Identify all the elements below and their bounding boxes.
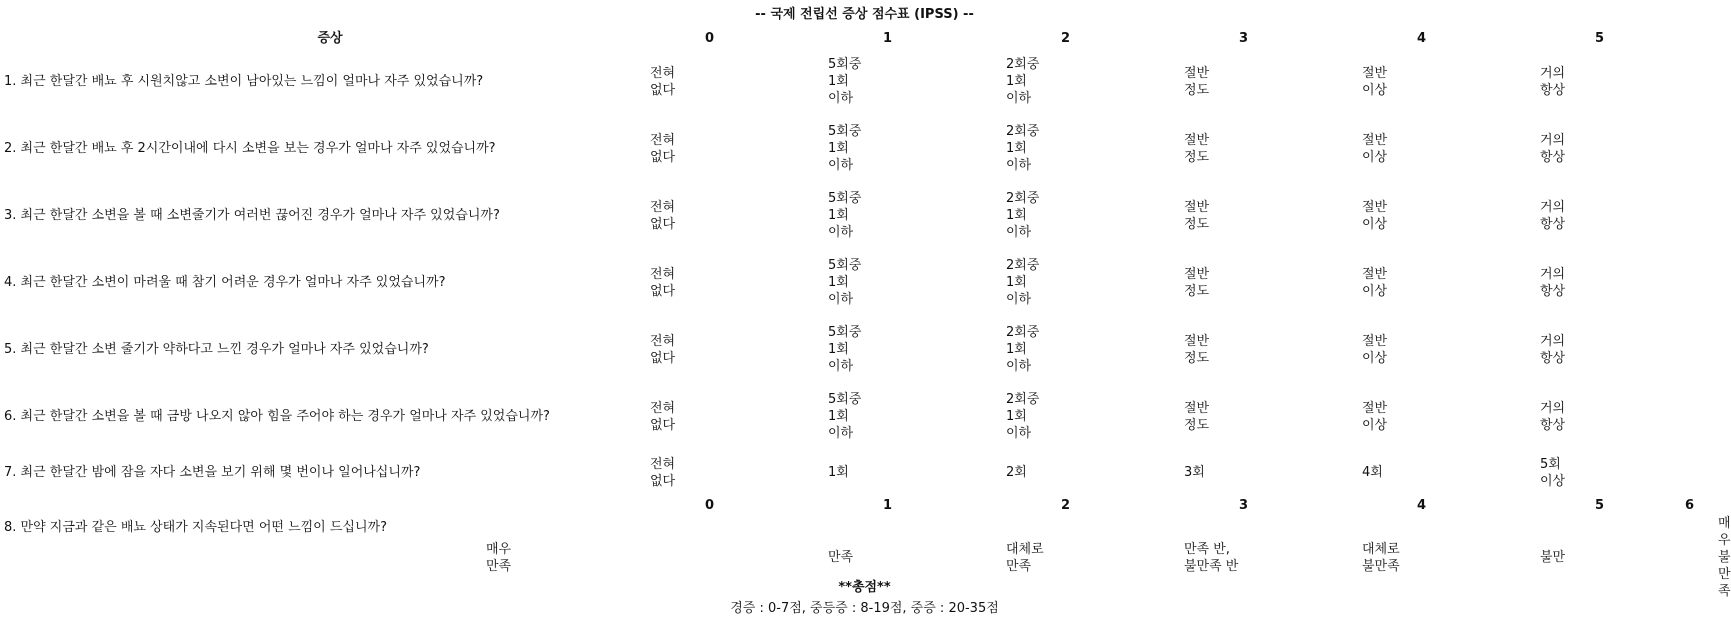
answer-option-1 [714, 115, 892, 182]
qol-score-header-5: 5 [1594, 498, 1604, 513]
answer-option-5 [1426, 249, 1604, 316]
answer-option-0 [536, 115, 714, 182]
answer-option-3 [1070, 383, 1248, 450]
qol-option-line: 만족 [1006, 558, 1032, 574]
answer-option-line: 절반 [1184, 199, 1210, 215]
answer-option-line: 항상 [1540, 283, 1566, 299]
answer-option-line: 거의 [1540, 266, 1566, 282]
qol-score-header-2: 2 [1060, 498, 1070, 513]
answer-option-line: 이하 [828, 225, 854, 240]
qol-option-line: 매우 [486, 541, 512, 557]
answer-option-line: 1회 [1006, 275, 1027, 290]
answer-option-line: 이상 [1362, 283, 1388, 299]
answer-option-line: 이상 [1362, 149, 1388, 165]
answer-option-2 [892, 48, 1070, 115]
answer-option-5 [1426, 450, 1604, 495]
answer-option-line: 이상 [1540, 473, 1566, 489]
answer-option-line: 5회중 [828, 57, 862, 72]
qol-option-line: 불만족 반 [1184, 558, 1239, 574]
answer-option-line: 없다 [650, 82, 676, 98]
answer-option-line: 정도 [1184, 82, 1210, 98]
qol-option-line: 만족 반, [1184, 541, 1230, 557]
answer-option-line: 없다 [650, 216, 676, 232]
symptom-header: 증상 [317, 31, 343, 46]
qol-option-line: 불만족 [1362, 558, 1400, 574]
answer-option-line: 항상 [1540, 350, 1566, 366]
answer-option-line: 1회 [828, 342, 849, 357]
answer-option-line: 1회 [1006, 141, 1027, 156]
answer-option-line: 5회중 [828, 392, 862, 407]
answer-option-1 [714, 182, 892, 249]
answer-option-3 [1070, 48, 1248, 115]
page-title: -- 국제 전립선 증상 점수표 (IPSS) -- [755, 7, 974, 22]
qol-option-6: 매우 불만족 [1718, 516, 1731, 599]
question-text: 8. 만약 지금과 같은 배뇨 상태가 지속된다면 어떤 느낌이 드십니까? [4, 520, 388, 535]
qol-score-header-1: 1 [882, 498, 892, 513]
answer-option-line: 절반 [1184, 333, 1210, 349]
answer-option-5 [1426, 383, 1604, 450]
answer-option-1 [714, 48, 892, 115]
question-text: 5. 최근 한달간 소변 줄기가 약하다고 느낀 경우가 얼마나 자주 있었습니까? [4, 342, 429, 357]
answer-option-3 [1070, 316, 1248, 383]
answer-option-line: 거의 [1540, 199, 1566, 215]
answer-option-line: 정도 [1184, 216, 1210, 232]
question-row [4, 115, 1694, 182]
answer-option-line: 절반 [1184, 400, 1210, 416]
question-row [4, 48, 1694, 115]
answer-option-line: 절반 [1362, 132, 1388, 148]
answer-option-0 [536, 316, 714, 383]
qol-score-header-4: 4 [1416, 498, 1426, 513]
score-header-4: 4 [1416, 31, 1426, 46]
question-text: 6. 최근 한달간 소변을 볼 때 금방 나오지 않아 힘을 주어야 하는 경우가 얼마나 자주 있었습니까? [4, 409, 550, 424]
answer-option-line: 거의 [1540, 333, 1566, 349]
question-row [4, 316, 1694, 383]
answer-option-1 [714, 249, 892, 316]
answer-option-line: 항상 [1540, 216, 1566, 232]
answer-option-line: 절반 [1362, 266, 1388, 282]
answer-option-line: 4회 [1362, 465, 1383, 480]
answer-option-line: 2회 [1006, 465, 1027, 480]
question-text: 4. 최근 한달간 소변이 마려울 때 참기 어려운 경우가 얼마나 자주 있었습니까? [4, 275, 446, 290]
answer-option-line: 정도 [1184, 417, 1210, 433]
answer-option-line: 이하 [1006, 158, 1032, 173]
answer-option-line: 1회 [828, 409, 849, 424]
answer-option-line: 절반 [1362, 400, 1388, 416]
answer-option-line: 이상 [1362, 82, 1388, 98]
ipss-table [4, 28, 1731, 600]
answer-option-line: 전혀 [650, 199, 676, 215]
qol-option-line: 만족 [486, 558, 512, 574]
answer-option-line: 거의 [1540, 132, 1566, 148]
answer-option-line: 거의 [1540, 65, 1566, 81]
answer-option-2 [892, 115, 1070, 182]
answer-option-line: 이하 [1006, 292, 1032, 307]
answer-option-4 [1248, 383, 1426, 450]
question-text: 3. 최근 한달간 소변을 볼 때 소변줄기가 여러번 끊어진 경우가 얼마나 자주 있었습니까? [4, 208, 500, 223]
answer-option-line: 거의 [1540, 400, 1566, 416]
qol-score-header-0: 0 [704, 498, 714, 513]
answer-option-line: 이하 [1006, 91, 1032, 106]
answer-option-4 [1248, 48, 1426, 115]
score-header-0: 0 [704, 31, 714, 46]
qol-score-header-6: 6 [1684, 498, 1694, 513]
answer-option-line: 전혀 [650, 333, 676, 349]
answer-option-0 [536, 249, 714, 316]
question-row [4, 182, 1694, 249]
answer-option-line: 절반 [1362, 199, 1388, 215]
answer-option-0 [536, 383, 714, 450]
answer-option-2 [892, 182, 1070, 249]
question-row [4, 383, 1694, 450]
answer-option-line: 이하 [828, 292, 854, 307]
severity-legend: 경증 : 0-7점, 중등증 : 8-19점, 중증 : 20-35점 [730, 601, 999, 616]
answer-option-5 [1426, 48, 1604, 115]
answer-option-line: 이하 [828, 426, 854, 441]
question-text: 7. 최근 한달간 밤에 잠을 자다 소변을 보기 위해 몇 번이나 일어나십니까? [4, 465, 421, 480]
answer-option-line: 이상 [1362, 350, 1388, 366]
answer-option-line: 2회중 [1006, 258, 1040, 273]
answer-option-3 [1070, 450, 1248, 495]
answer-option-5 [1426, 182, 1604, 249]
answer-option-5 [1426, 316, 1604, 383]
qol-option-line: 대체로 [1362, 541, 1400, 557]
score-header-2: 2 [1060, 31, 1070, 46]
qol-score-header-row [4, 495, 1694, 515]
score-header-5: 5 [1594, 31, 1604, 46]
answer-option-4 [1248, 249, 1426, 316]
answer-option-line: 없다 [650, 417, 676, 433]
answer-option-line: 항상 [1540, 149, 1566, 165]
answer-option-line: 1회 [1006, 74, 1027, 89]
answer-option-2 [892, 249, 1070, 316]
answer-option-line: 2회중 [1006, 191, 1040, 206]
answer-option-1 [714, 383, 892, 450]
answer-option-1 [714, 316, 892, 383]
answer-option-line: 전혀 [650, 132, 676, 148]
answer-option-line: 이상 [1362, 216, 1388, 232]
answer-option-4 [1248, 115, 1426, 182]
answer-option-line: 1회 [828, 74, 849, 89]
answer-option-line: 전혀 [650, 65, 676, 81]
qol-option-line: 대체로 [1006, 541, 1044, 557]
answer-option-line: 1회 [1006, 208, 1027, 223]
answer-option-line: 5회중 [828, 325, 862, 340]
answer-option-line: 전혀 [650, 400, 676, 416]
answer-option-line: 없다 [650, 283, 676, 299]
answer-option-line: 절반 [1184, 266, 1210, 282]
answer-option-3 [1070, 249, 1248, 316]
qol-score-header-3: 3 [1238, 498, 1248, 513]
answer-option-line: 절반 [1362, 65, 1388, 81]
answer-option-line: 이하 [1006, 225, 1032, 240]
qol-option-line: 불만 [1540, 550, 1566, 565]
answer-option-line: 정도 [1184, 149, 1210, 165]
answer-option-line: 5회중 [828, 191, 862, 206]
answer-option-0 [536, 450, 714, 495]
answer-option-line: 전혀 [650, 266, 676, 282]
answer-option-line: 절반 [1184, 65, 1210, 81]
question-row [4, 249, 1694, 316]
answer-option-3 [1070, 115, 1248, 182]
answer-option-line: 이하 [1006, 359, 1032, 374]
answer-option-2 [892, 450, 1070, 495]
answer-option-line: 2회중 [1006, 124, 1040, 139]
answer-option-0 [536, 48, 714, 115]
answer-option-2 [892, 316, 1070, 383]
answer-option-line: 2회중 [1006, 57, 1040, 72]
answer-option-line: 없다 [650, 473, 676, 489]
answer-option-0 [536, 182, 714, 249]
answer-option-line: 없다 [650, 149, 676, 165]
score-header-row [4, 28, 1694, 48]
answer-option-4 [1248, 182, 1426, 249]
answer-option-line: 1회 [828, 275, 849, 290]
answer-option-line: 이하 [828, 158, 854, 173]
answer-option-line: 1회 [828, 208, 849, 223]
answer-option-2 [892, 383, 1070, 450]
question-list [4, 48, 1731, 600]
question-text: 2. 최근 한달간 배뇨 후 2시간이내에 다시 소변을 보는 경우가 얼마나 자주 있었습니까? [4, 141, 496, 156]
answer-option-line: 1회 [1006, 409, 1027, 424]
answer-option-line: 절반 [1184, 132, 1210, 148]
answer-option-line: 3회 [1184, 465, 1205, 480]
total-label: **총점** [838, 580, 891, 595]
answer-option-line: 이하 [828, 359, 854, 374]
answer-option-line: 항상 [1540, 417, 1566, 433]
answer-option-line: 5회중 [828, 258, 862, 273]
score-header-3: 3 [1238, 31, 1248, 46]
answer-option-1 [714, 450, 892, 495]
answer-option-line: 절반 [1362, 333, 1388, 349]
qol-option-line: 만족 [828, 550, 854, 565]
answer-option-line: 이하 [828, 91, 854, 106]
answer-option-line: 전혀 [650, 456, 676, 472]
answer-option-line: 2회중 [1006, 325, 1040, 340]
answer-option-4 [1248, 316, 1426, 383]
question-text: 1. 최근 한달간 배뇨 후 시원치않고 소변이 남아있는 느낌이 얼마나 자주 있었습니까? [4, 74, 484, 89]
answer-option-line: 없다 [650, 350, 676, 366]
answer-option-line: 1회 [1006, 342, 1027, 357]
question-row [4, 450, 1694, 495]
answer-option-line: 5회중 [828, 124, 862, 139]
answer-option-5 [1426, 115, 1604, 182]
answer-option-line: 정도 [1184, 350, 1210, 366]
answer-option-4 [1248, 450, 1426, 495]
answer-option-line: 5회 [1540, 456, 1561, 472]
answer-option-line: 1회 [828, 465, 849, 480]
answer-option-line: 이상 [1362, 417, 1388, 433]
answer-option-line: 항상 [1540, 82, 1566, 98]
answer-option-3 [1070, 182, 1248, 249]
answer-option-line: 1회 [828, 141, 849, 156]
answer-option-line: 2회중 [1006, 392, 1040, 407]
answer-option-line: 정도 [1184, 283, 1210, 299]
answer-option-line: 이하 [1006, 426, 1032, 441]
score-header-1: 1 [882, 31, 892, 46]
